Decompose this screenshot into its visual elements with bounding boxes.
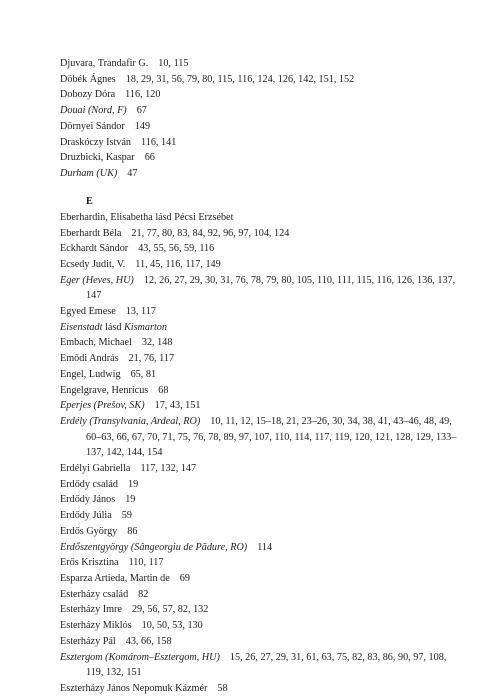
index-entry: [60, 119, 460, 135]
person-name: Erdődy János: [60, 494, 116, 506]
see-reference-word: lásd: [102, 321, 124, 333]
page-references: 17, 43, 151: [154, 400, 201, 412]
page-references: 58: [217, 682, 228, 694]
index-entry: [60, 571, 460, 587]
index-entry: [60, 508, 460, 524]
person-name: Draskóczy István: [60, 136, 132, 148]
index-entry: [60, 210, 460, 226]
person-name: Esparza Artieda, Martin de: [60, 573, 170, 584]
page-references: 66: [144, 152, 155, 164]
page-references: 11, 45, 116, 117, 149: [135, 258, 221, 270]
page-references: 68: [158, 384, 169, 396]
index-entry: [60, 602, 460, 618]
see-reference-target: Kismarton: [123, 321, 167, 333]
index-entry: [60, 461, 460, 477]
page-references: 19: [125, 494, 136, 506]
index-entry: [60, 618, 460, 634]
place-name: Eperjes (Prešov, SK): [60, 400, 145, 412]
index-entry: [60, 540, 460, 556]
page-references: 13, 117: [125, 306, 156, 318]
index-entry: [60, 72, 460, 88]
page-references: 82: [138, 588, 149, 600]
index-entry: [60, 241, 460, 257]
person-name: Dobozy Dóra: [60, 89, 116, 101]
index-entry: [60, 634, 460, 650]
index-entry: [60, 166, 460, 182]
page-references: 21, 77, 80, 83, 84, 92, 96, 97, 104, 124: [131, 227, 290, 239]
index-entry: [60, 587, 460, 603]
page-references: 110, 117: [128, 557, 164, 569]
person-name: Esterházy Pál: [60, 635, 116, 647]
person-name: Esterházy Imre: [60, 604, 122, 616]
page-references: 149: [134, 120, 151, 132]
index-entry: [60, 226, 460, 242]
person-name: Embach, Michael: [60, 337, 132, 349]
index-entry: [60, 650, 460, 681]
place-name: Erdőszentgyörgy (Sângeorgiu de Pădure, RO): [60, 541, 248, 553]
index-section-d: [60, 56, 460, 182]
index-entry: [60, 257, 460, 273]
index-entry: [60, 320, 460, 336]
page-references: 19: [128, 478, 139, 490]
section-letter: E: [86, 196, 93, 208]
person-name: Erdődy család: [60, 478, 118, 490]
index-entry: [60, 351, 460, 367]
index-entry: [60, 56, 460, 72]
person-name: Ecsedy Judit, V.: [60, 258, 126, 270]
person-name: Eckhardt Sándor: [60, 243, 129, 255]
page-references: 12, 26, 27, 29, 30, 31, 76, 78, 79, 80, 105, 110, 111, 115, 116, 126, 136, 137, 147: [86, 274, 456, 302]
person-name: Döbék Ágnes: [60, 73, 116, 85]
index-entry: [60, 555, 460, 571]
person-name: Eberhardt Béla: [60, 227, 122, 239]
page-references: 10, 115: [158, 58, 189, 69]
person-name: Erdős György: [60, 525, 118, 537]
index-entry: [60, 87, 460, 103]
place-name: Eisenstadt: [60, 321, 103, 333]
person-name: Esterházy család: [60, 588, 129, 600]
page-references: 67: [136, 105, 147, 117]
index-entry: [60, 150, 460, 166]
page-references: 69: [179, 573, 190, 584]
page-references: 65, 81: [130, 368, 157, 380]
index-entry: [60, 304, 460, 320]
index-entry: [60, 383, 460, 399]
person-name: Erdélyi Gabriella: [60, 463, 131, 475]
person-name: Druzbicki, Kaspar: [60, 152, 135, 164]
page-references: 86: [127, 525, 138, 537]
page-references: 10, 11, 12, 15–18, 21, 23–26, 30, 34, 38, 41, 43–46, 48, 49, 60–63, 66, 67, 70, 71, 75, 76, 78, 89, 97, 107, 110, 114, 117, 119, 120, 121, 128, 129, 133–137, 142, 144, 154: [86, 415, 457, 459]
place-name: Durham (UK): [60, 167, 118, 179]
index-entry: [60, 367, 460, 383]
page-references: 15, 26, 27, 29, 31, 61, 63, 75, 82, 83, 86, 90, 97, 108, 119, 132, 151: [86, 651, 447, 679]
page-references: 29, 56, 57, 82, 132: [131, 604, 209, 616]
index-entry: [60, 398, 460, 414]
index-entry: [60, 135, 460, 151]
page-references: 32, 148: [141, 337, 173, 349]
person-name: Erős Krisztina: [60, 557, 119, 569]
place-name: Esztergom (Komárom–Esztergom, HU): [60, 651, 220, 663]
place-name: Eger (Heves, HU): [60, 274, 134, 286]
person-name: Egyed Emese: [60, 306, 116, 318]
page-references: 43, 55, 56, 59, 116: [138, 243, 215, 255]
index-entry: [60, 524, 460, 540]
index-entry: [60, 681, 460, 697]
person-name: Eberhardin, Elisabetha lásd Pécsi Erzsébet: [60, 211, 234, 223]
page-references: 116, 141: [141, 136, 177, 148]
page-references: 43, 66, 158: [125, 635, 172, 647]
page-references: 47: [127, 167, 138, 179]
index-entry: [60, 273, 460, 304]
page-references: 117, 132, 147: [140, 463, 197, 475]
person-name: Esterházy Miklós: [60, 620, 132, 632]
place-name: Erdély (Transylvania, Ardeal, RO): [60, 415, 201, 427]
index-entry: [60, 414, 460, 461]
person-name: Engelgrave, Henricus: [60, 384, 149, 396]
person-name: Djuvara, Trandafir G.: [60, 58, 149, 69]
page-references: 21, 76, 117: [128, 353, 175, 365]
page-references: 18, 29, 31, 56, 79, 80, 115, 116, 124, 126, 142, 151, 152: [125, 73, 355, 85]
person-name: Engel, Ludwig: [60, 368, 121, 380]
index-page: [60, 56, 460, 697]
person-name: Emődi András: [60, 353, 119, 365]
person-name: Erdődy Júlia: [60, 510, 112, 522]
page-references: 116, 120: [125, 89, 161, 101]
place-name: Douai (Nord, F): [60, 105, 127, 117]
index-entry: [60, 492, 460, 508]
index-section-e: [60, 210, 460, 697]
section-gap: [60, 182, 460, 195]
index-entry: [60, 103, 460, 119]
person-name: Dörnyei Sándor: [60, 120, 125, 132]
index-entry: [60, 335, 460, 351]
person-name: Eszterházy János Nepomuk Kázmér: [60, 682, 208, 694]
page-references: 114: [257, 541, 273, 553]
page-references: 59: [121, 510, 132, 522]
page-references: 10, 50, 53, 130: [141, 620, 203, 632]
index-entry: [60, 477, 460, 493]
